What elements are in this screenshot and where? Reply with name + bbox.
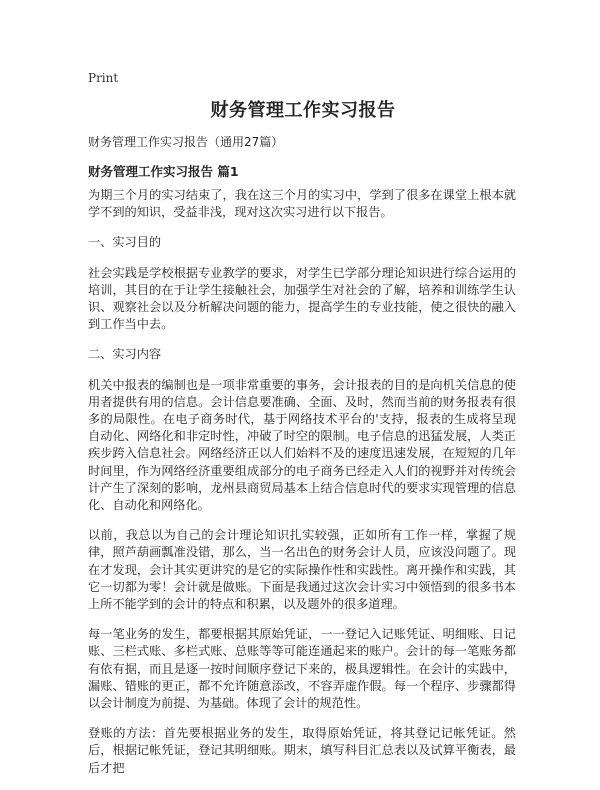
content-paragraph-3: 每一笔业务的发生，都要根据其原始凭证，一一登记入记账凭证、明细账、日记账、三栏式账、多栏式账、总账等等可能连通起来的账户。会计的每一笔账务都有依有据，而且是逐一按时间顺序登记下来的，极具逻辑性。在会计的实践中，漏账、错账的更正，都不允许随意添改，不容弄虚作假。每一个程序、步骤都得以会计制度为前提、为基础。体现了会计的规范性。 bbox=[88, 627, 516, 711]
section-title: 财务管理工作实习报告 篇1 bbox=[88, 164, 239, 179]
heading-purpose: 一、实习目的 bbox=[88, 235, 162, 250]
content-paragraph-4: 登账的方法：首先要根据业务的发生，取得原始凭证，将其登记记帐凭证。然后，根据记帐凭证，登记其明细账。期末，填写科目汇总表以及试算平衡表，最后才把 bbox=[88, 726, 516, 775]
content-paragraph-1: 机关中报表的编制也是一项非常重要的事务，会计报表的目的是向机关信息的使用者提供有用的信息。会计信息要准确、全面、及时，然而当前的财务报表有很多的局限性。在电子商务时代，基于网络技术平台的'支持，报表的生成将呈现自动化、网络化和非定时性，冲破了时空的限制。电子信息的迅猛发展，人类正疾步跨入信息社会。网络经济正以人们始料不及的速度迅速发展，在短短的几年时间里，作为网络经济重要组成部分的电子商务已经走入人们的视野并对传统会计产生了深刻的影响，龙州县商贸局基本上结合信息时代的要求实现管理的信息化、自动化和网络化。 bbox=[88, 377, 516, 513]
content-paragraph-2: 以前，我总以为自己的会计理论知识扎实较强，正如所有工作一样，掌握了规律，照芦葫画瓢准没错，那么，当一名出色的财务会计人员，应该没问题了。现在才发现，会计其实更讲究的是它的实际操作性和实践性。离开操作和实践，其它一切都为零！会计就是做账。下面是我通过这次会计实习中领悟到的很多书本上所不能学到的会计的特点和积累，以及题外的很多道理。 bbox=[88, 528, 516, 612]
heading-content: 二、实习内容 bbox=[88, 347, 162, 362]
page-title: 财务管理工作实习报告 bbox=[210, 100, 396, 121]
document-subtitle: 财务管理工作实习报告（通用27篇） bbox=[88, 135, 284, 149]
print-link[interactable]: Print bbox=[88, 71, 119, 85]
purpose-paragraph: 社会实践是学校根据专业教学的要求，对学生已学部分理论知识进行综合运用的培训，其目的在于让学生接触社会，加强学生对社会的了解，培养和训练学生认识、观察社会以及分析解决问题的能力，提高学生的专业技能，使之很快的融入到工作当中去。 bbox=[88, 265, 516, 332]
intro-paragraph: 为期三个月的实习结束了，我在这三个月的实习中，学到了很多在课堂上根本就学不到的知识，受益非浅，现对这次实习进行以下报告。 bbox=[88, 188, 516, 220]
document-body bbox=[88, 187, 516, 790]
